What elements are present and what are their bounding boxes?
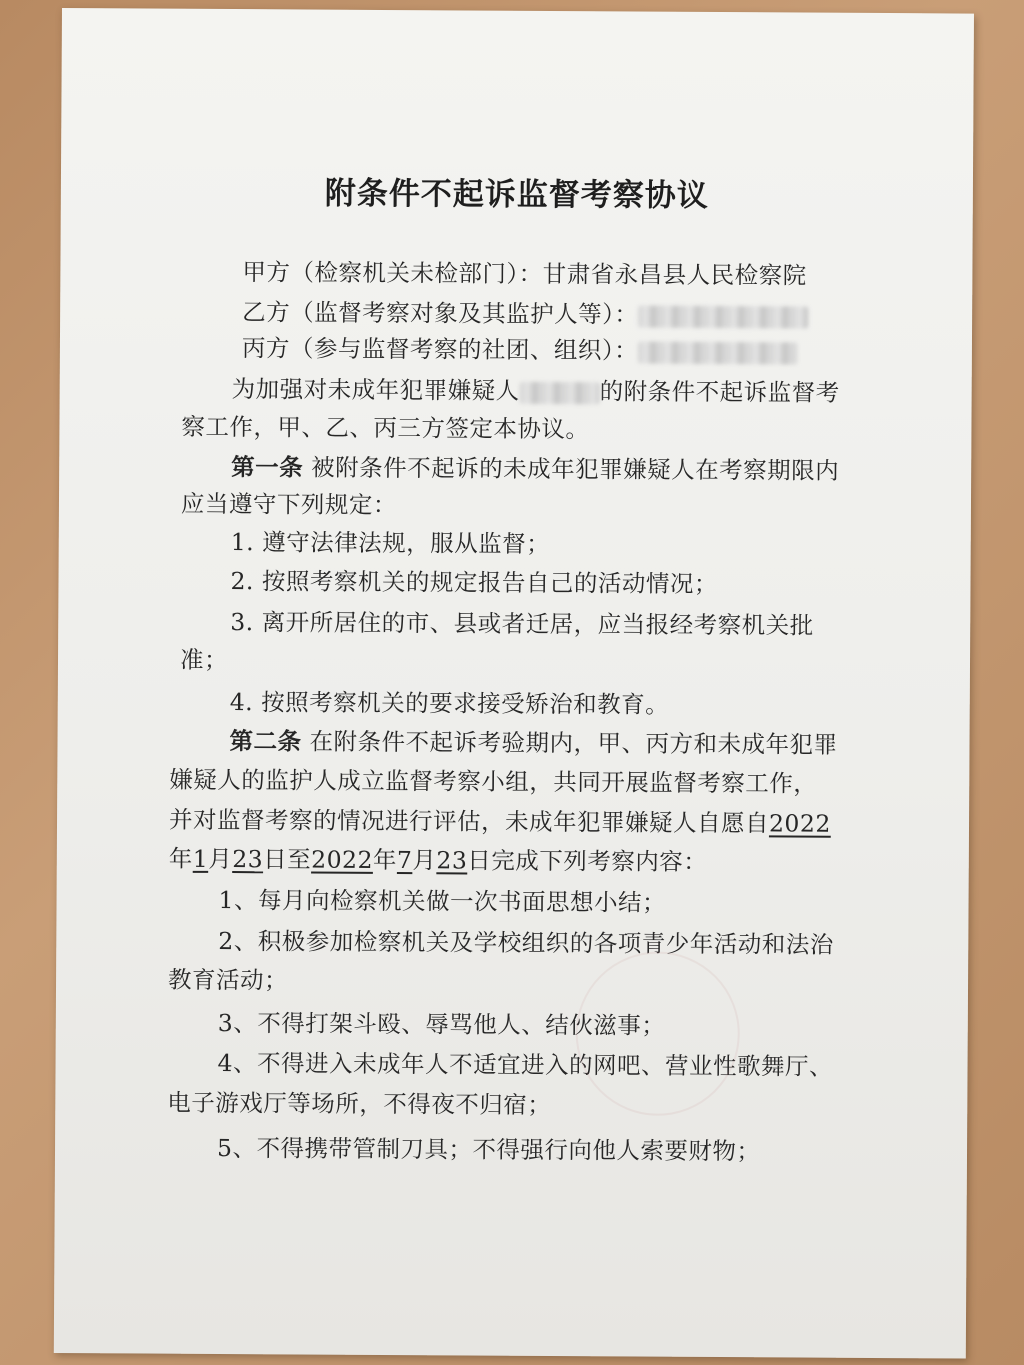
- redacted-party-b: [638, 305, 808, 328]
- nian-1: 年: [168, 844, 193, 873]
- article1-item: 4. 按照考察机关的要求接受矫治和教育。: [229, 688, 670, 719]
- intro-line-2: 察工作，甲、乙、丙三方签定本协议。: [181, 412, 590, 444]
- article1-text-1: 被附条件不起诉的未成年犯罪嫌疑人在考察期限内: [311, 453, 840, 485]
- party-c-label: 丙方（参与监督考察的社团、组织）：: [241, 334, 639, 365]
- party-a-line: [242, 253, 806, 290]
- article2-item: 1、每月向检察机关做一次书面思想小结；: [218, 885, 667, 917]
- article2-item: 5、不得携带管制刀具；不得强行向他人索要财物；: [216, 1133, 761, 1166]
- article2-item: 4、不得进入未成年人不适宜进入的网吧、营业性歌舞厅、: [217, 1048, 834, 1081]
- article1-line-2: 应当遵守下列规定：: [180, 489, 398, 520]
- article2-heading: 第二条: [229, 727, 302, 756]
- end-year: 2022: [311, 845, 374, 874]
- intro-text-a: 为加强对未成年犯罪嫌疑人: [231, 375, 520, 405]
- article1-line-1: [231, 448, 839, 486]
- start-day: 23: [232, 845, 264, 874]
- start-month: 1: [192, 844, 209, 873]
- party-c-line: [242, 329, 798, 366]
- yue-2: 月: [412, 846, 437, 875]
- yue-1: 月: [208, 844, 233, 874]
- article1-item-continuation: 准；: [179, 645, 229, 675]
- redacted-suspect-name: [520, 381, 600, 403]
- article2-line-4: [169, 840, 708, 877]
- article2-line-1: [229, 722, 837, 760]
- party-a-value: 甘肃省永昌县人民检察院: [542, 259, 807, 290]
- article2-text-1: 在附条件不起诉考验期内，甲、丙方和未成年犯罪: [309, 727, 838, 759]
- intro-line-1: [232, 370, 840, 408]
- party-a-label: 甲方（检察机关未检部门）：: [242, 258, 543, 288]
- start-year: 2022: [768, 809, 831, 838]
- redacted-party-c: [638, 341, 798, 364]
- article2-line-2: 嫌疑人的监护人成立监督考察小组，共同开展监督考察工作，: [169, 765, 818, 798]
- document-title: 附条件不起诉监督考察协议: [324, 175, 709, 214]
- article1-item: 3. 离开所居住的市、县或者迁居，应当报经考察机关批: [230, 608, 814, 640]
- ri-tail: 日完成下列考察内容：: [467, 846, 708, 876]
- party-b-label: 乙方（监督考察对象及其监护人等）：: [242, 298, 639, 329]
- article2-item: 2、积极参加检察机关及学校组织的各项青少年活动和法治: [218, 926, 834, 959]
- end-day: 23: [436, 846, 468, 875]
- faint-stamp-shadow: [575, 951, 740, 1116]
- article2-item-continuation: 教育活动；: [167, 965, 289, 995]
- document-page: [54, 8, 974, 1359]
- article2-item-continuation: 电子游戏厅等场所，不得夜不归宿；: [167, 1088, 552, 1120]
- article2-item: 3、不得打架斗殴、辱骂他人、结伙滋事；: [217, 1008, 666, 1040]
- article2-line-3: [169, 801, 831, 839]
- article1-item: 1. 遵守法律法规，服从监督；: [230, 528, 551, 558]
- article2-text-3: 并对监督考察的情况进行评估，未成年犯罪嫌疑人自愿自: [168, 805, 770, 838]
- article1-heading: 第一条: [231, 453, 304, 482]
- party-b-line: [242, 293, 808, 330]
- end-month: 7: [396, 846, 413, 875]
- intro-text-b: 的附条件不起诉监督考: [599, 377, 840, 407]
- article1-item: 2. 按照考察机关的规定报告自己的活动情况；: [230, 567, 718, 599]
- ri-zhi: 日至: [263, 845, 312, 874]
- nian-2: 年: [372, 845, 398, 875]
